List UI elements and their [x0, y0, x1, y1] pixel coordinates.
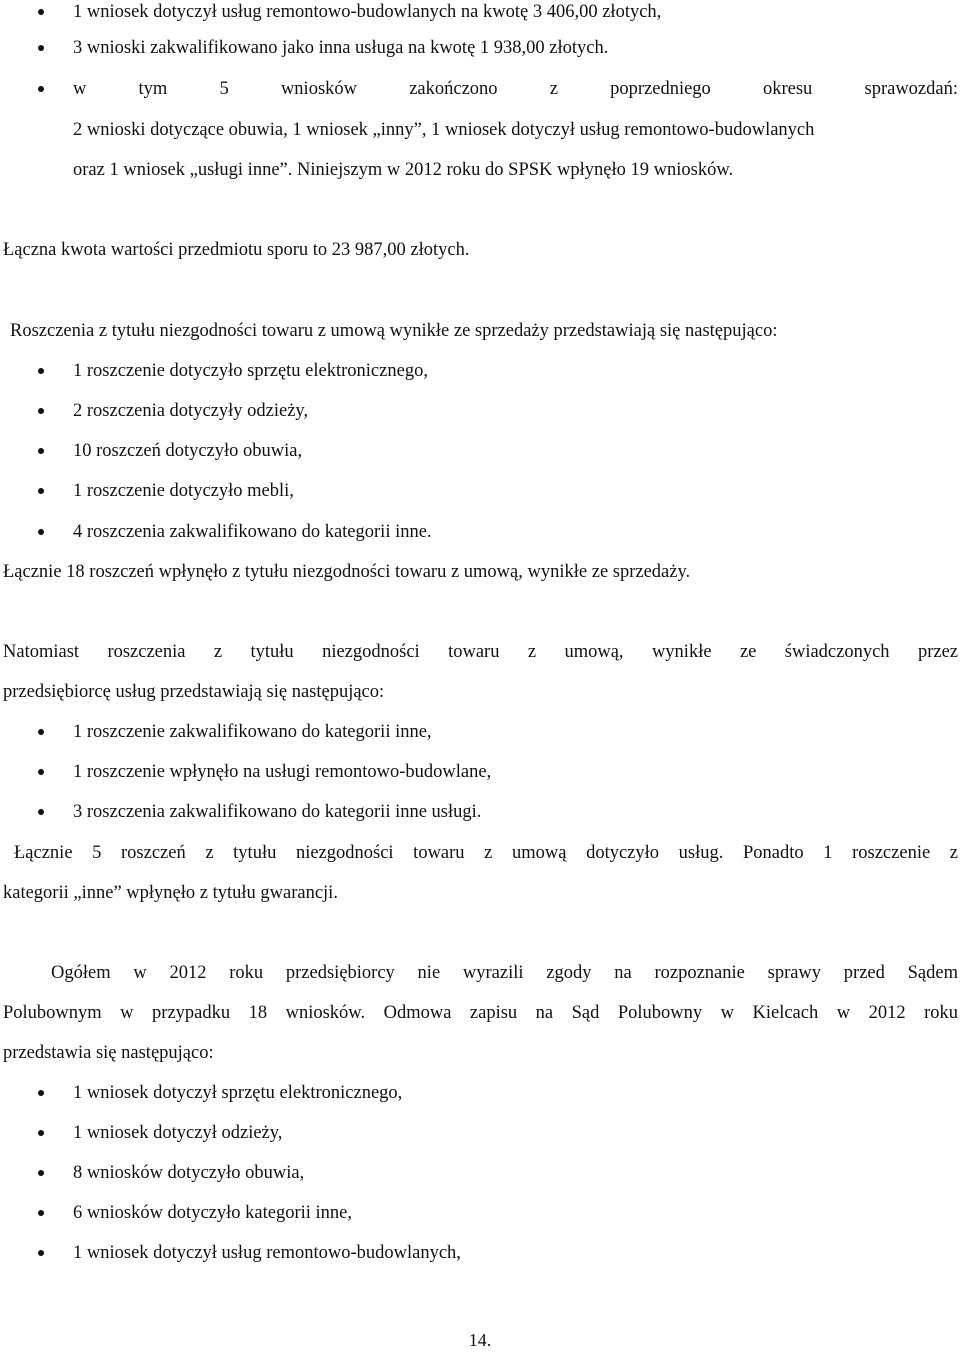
sales-total-paragraph: Łącznie 18 roszczeń wpłynęło z tytułu niezgodności towaru z umową, wynikłe ze sprzedaży. — [3, 562, 691, 582]
list-item-text: 1 roszczenie dotyczyło sprzętu elektronicznego, — [73, 361, 428, 381]
bullet-icon — [38, 1170, 44, 1176]
bullet-icon — [38, 1130, 44, 1136]
list-item-text: 4 roszczenia zakwalifikowano do kategorii inne. — [73, 522, 432, 542]
list-item-text: 1 roszczenie dotyczyło mebli, — [73, 481, 294, 501]
bullet-icon — [38, 448, 44, 454]
list-item-text: 6 wniosków dotyczyło kategorii inne, — [73, 1203, 352, 1223]
sales-intro-paragraph: Roszczenia z tytułu niezgodności towaru z umową wynikłe ze sprzedaży przedstawiają się następująco: — [10, 321, 778, 341]
list-item-text: 1 wniosek dotyczył usług remontowo-budowlanych na kwotę 3 406,00 złotych, — [73, 2, 662, 22]
bullet-icon — [38, 529, 44, 535]
list-item-text: 1 wniosek dotyczył odzieży, — [73, 1123, 283, 1143]
bullet-icon — [38, 1090, 44, 1096]
list-item-text: 1 wniosek dotyczył sprzętu elektronicznego, — [73, 1083, 403, 1103]
list-item-text: oraz 1 wniosek „usługi inne”. Niniejszym w 2012 roku do SPSK wpłynęło 19 wniosków. — [73, 160, 734, 180]
list-item-text: 1 roszczenie zakwalifikowano do kategorii inne, — [73, 722, 432, 742]
services-total-line: Łącznie 5 roszczeń z tytułu niezgodności towaru z umową dotyczyło usług. Ponadto 1 roszczenie z — [14, 843, 958, 863]
list-item-text: w tym 5 wniosków zakończono z poprzedniego okresu sprawozdań: — [73, 79, 958, 99]
refusal-intro-line: Polubownym w przypadku 18 wniosków. Odmowa zapisu na Sąd Polubowny w Kielcach w 2012 roku — [3, 1003, 958, 1023]
list-item-text: 2 roszczenia dotyczyły odzieży, — [73, 401, 309, 421]
bullet-icon — [38, 769, 44, 775]
bullet-icon — [38, 729, 44, 735]
refusal-intro-line: przedstawia się następująco: — [3, 1043, 214, 1063]
list-item-text: 8 wniosków dotyczyło obuwia, — [73, 1163, 305, 1183]
bullet-icon — [38, 45, 44, 51]
services-intro-line: Natomiast roszczenia z tytułu niezgodności towaru z umową, wynikłe ze świadczonych przez — [3, 642, 958, 662]
bullet-icon — [38, 1210, 44, 1216]
list-item-text: 2 wnioski dotyczące obuwia, 1 wniosek „inny”, 1 wniosek dotyczył usług remontowo-budowlanych — [73, 120, 815, 140]
bullet-icon — [38, 86, 44, 92]
list-item-text: 10 roszczeń dotyczyło obuwia, — [73, 441, 303, 461]
bullet-icon — [38, 9, 44, 15]
bullet-icon — [38, 488, 44, 494]
list-item-text: 3 wnioski zakwalifikowano jako inna usługa na kwotę 1 938,00 złotych. — [73, 38, 609, 58]
total-value-paragraph: Łączna kwota wartości przedmiotu sporu to 23 987,00 złotych. — [3, 240, 470, 260]
list-item-text: 1 roszczenie wpłynęło na usługi remontowo-budowlane, — [73, 762, 492, 782]
bullet-icon — [38, 1250, 44, 1256]
services-intro-line: przedsiębiorcę usług przedstawiają się następująco: — [3, 682, 385, 702]
services-total-line: kategorii „inne” wpłynęło z tytułu gwarancji. — [3, 883, 338, 903]
list-item-text: 1 wniosek dotyczył usług remontowo-budowlanych, — [73, 1243, 461, 1263]
bullet-icon — [38, 368, 44, 374]
bullet-icon — [38, 809, 44, 815]
list-item-text: 3 roszczenia zakwalifikowano do kategorii inne usługi. — [73, 802, 482, 822]
refusal-intro-line: Ogółem w 2012 roku przedsiębiorcy nie wyrazili zgody na rozpoznanie sprawy przed Sądem — [51, 963, 958, 983]
bullet-icon — [38, 408, 44, 414]
page-number: 14. — [468, 1330, 492, 1350]
